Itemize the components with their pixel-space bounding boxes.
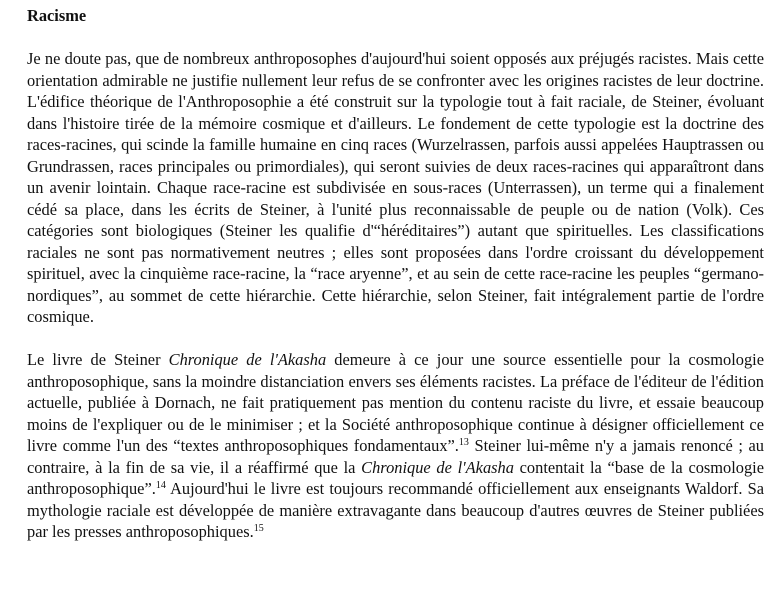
footnote-ref-14: 14 (155, 480, 166, 491)
document-body (27, 5, 764, 543)
footnote-ref-15: 15 (253, 523, 264, 534)
paragraph-racial-typology: Je ne doute pas, que de nombreux anthroposophes d'aujourd'hui soient opposés aux préjugés racistes. Mais cette orientation admirable ne justifie nullement leur refus de se confronter avec les origines racistes de leur doctrine. L'édifice théorique de l'Anthroposophie a été construit sur la typologie tout à fait raciale, de Steiner, évoluant dans l'histoire tirée de la mémoire cosmique et d'ailleurs. Le fondement de cette typologie est la doctrine des races-racines, qui scinde la famille humaine en cinq races (Wurzelrassen, parfois aussi appelées Hauptrassen ou Grundrassen, races principales ou primordiales), qui seront suivies de deux races-racines qui apparaîtront dans un avenir lointain. Chaque race-racine est subdivisée en sous-races (Unterrassen), un terme qui a finalement cédé sa place, dans les écrits de Steiner, à l'unité plus reconnaissable de peuple ou de nation (Volk). Ces catégories sont biologiques (Steiner les qualifie d'“héréditaires”) autant que spirituelles. Les classifications raciales ne sont pas normativement neutres ; elles sont proposées dans l'ordre croissant du développement spirituel, avec la cinquième race-racine, la “race aryenne”, et au sein de cette race-racine les peuples “germano-nordiques”, au sommet de cette hiérarchie. Cette hiérarchie, selon Steiner, fait intégralement partie de l'ordre cosmique. (27, 49, 764, 326)
text-segment: Le livre de Steiner (27, 350, 169, 369)
text-segment: demeure à ce jour une source essentielle pour la cosmologie anthroposophique, sans la moindre distanciation envers ses éléments racistes. La préface de l'éditeur de l'édition actuelle, publiée à Dornach, ne fait pratiquement pas mention du contenu raciste du livre, et essaie beaucoup moins de l'expliquer ou de le minimiser ; et la Société anthroposophique continue à désigner officiellement ce livre comme l'un des “textes anthroposophiques fondamentaux”. (27, 350, 764, 455)
paragraph-akasha-chronicle (27, 349, 764, 543)
book-title: Chronique de l'Akasha (361, 457, 514, 477)
footnote-ref-13: 13 (458, 437, 469, 448)
text-segment: Steiner lui-même n'y a jamais renoncé ; au contraire, à la fin de sa vie, il a réaffirmé que la (27, 436, 764, 477)
text-segment: contentait la “base de la cosmologie anthroposophique”. (27, 457, 765, 498)
section-heading: Racisme (27, 6, 87, 25)
book-title: Chronique de l'Akasha (168, 350, 327, 369)
text-segment: Aujourd'hui le livre est toujours recommandé officiellement aux enseignants Waldorf. Sa mythologie raciale est développée de manière extravagante dans beaucoup d'autres œuvres de Steiner publiées par les presses anthroposophiques. (27, 479, 764, 541)
